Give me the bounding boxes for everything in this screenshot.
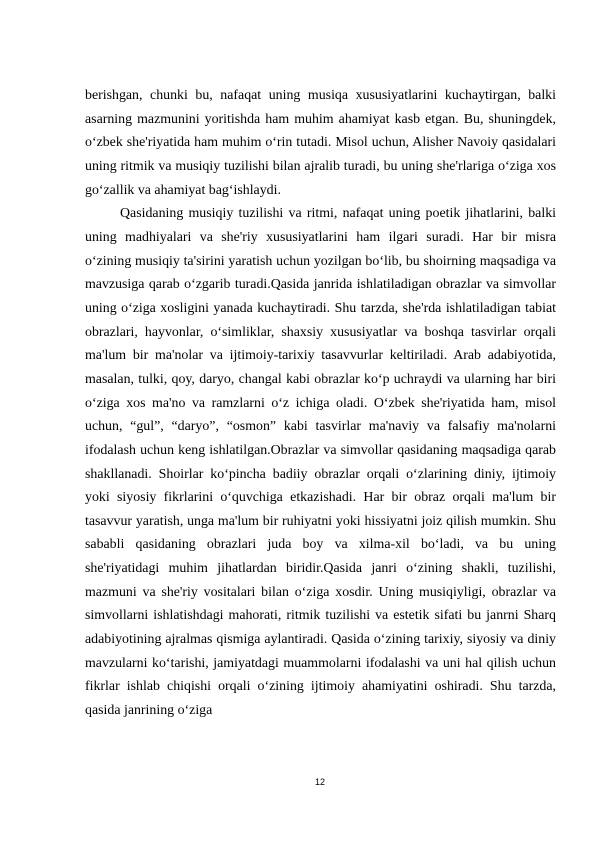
body-text bbox=[85, 84, 556, 723]
paragraph-qasida-structure: Qasidaning musiqiy tuzilishi va ritmi, nafaqat uning poetik jihatlarini, balki uning madhiyalari va she'riy xususiyatlarini ham ilgari suradi. Har bir misra o‘zining musiqiy ta'sirini yaratish uchun yozilgan bo‘lib, bu shoirning maqsadiga va mavzusiga qarab o‘zgarib turadi.Qasida janrida ishlatiladigan obrazlar va simvollar uning o‘ziga xosligini yanada kuchaytiradi. Shu tarzda, she'rda ishlatiladigan tabiat obrazlari, hayvonlar, o‘simliklar, shaxsiy xususiyatlar va boshqa tasvirlar orqali ma'lum bir ma'nolar va ijtimoiy-tarixiy tasavvurlar keltiriladi. Arab adabiyotida, masalan, tulki, qoy, daryo, changal kabi obrazlar ko‘p uchraydi va ularning har biri o‘ziga xos ma'no va ramzlarni o‘z ichiga oladi. O‘zbek she'riyatida ham, misol uchun, “gul”, “daryo”, “osmon” kabi tasvirlar ma'naviy va falsafiy ma'nolarni ifodalash uchun keng ishlatilgan.Obrazlar va simvollar qasidaning maqsadiga qarab shakllanadi. Shoirlar ko‘pincha badiiy obrazlar orqali o‘zlarining diniy, ijtimoiy yoki siyosiy fikrlarini o‘quvchiga etkazishadi. Har bir obraz orqali ma'lum bir tasavvur yaratish, unga ma'lum bir ruhiyatni yoki hissiyatni joiz qilish mumkin. Shu sababli qasidaning obrazlari juda boy va xilma-xil bo‘ladi, va bu uning she'riyatidagi muhim jihatlardan biridir.Qasida janri o‘zining shakli, tuzilishi, mazmuni va she'riy vositalari bilan o‘ziga xosdir. Uning musiqiyligi, obrazlar va simvollarni ishlatishdagi mahorati, ritmik tuzilishi va estetik sifati bu janrni Sharq adabiyotining ajralmas qismiga aylantiradi. Qasida o‘zining tarixiy, siyosiy va diniy mavzularni ko‘tarishi, jamiyatdagi muammolarni ifodalashi va uni hal qilish uchun fikrlar ishlab chiqishi orqali o‘zining ijtimoiy ahamiyatini oshiradi. Shu tarzda, qasida janrining o‘ziga bbox=[85, 206, 556, 719]
paragraph-continuation: berishgan, chunki bu, nafaqat uning musiqa xususiyatlarini kuchaytirgan, balki asarning mazmunini yoritishda ham muhim ahamiyat kasb etgan. Bu, shuningdek, o‘zbek she'riyatida ham muhim o‘rin tutadi. Misol uchun, Alisher Navoiy qasidalari uning ritmik va musiqiy tuzilishi bilan ajralib turadi, bu uning she'rlariga o‘ziga xos go‘zallik va ahamiyat bag‘ishlaydi. bbox=[85, 88, 556, 198]
page-number: 12 bbox=[314, 777, 325, 787]
